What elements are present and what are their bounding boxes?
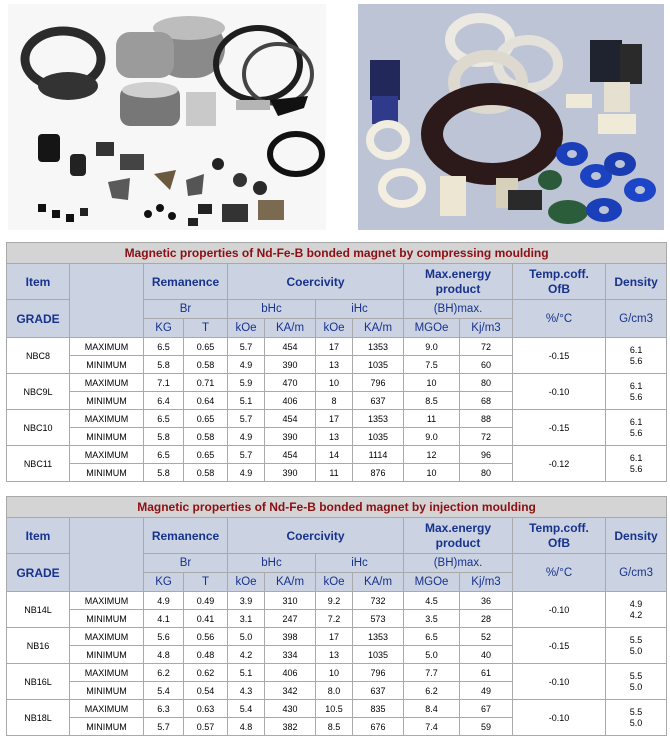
value-cell: 1353 [353,338,404,356]
value-cell: 310 [265,592,316,610]
header-item: Item [7,264,70,300]
unit-kjm3: Kj/m3 [460,573,513,592]
unit-mgoe: MGOe [404,319,460,338]
value-cell: 1035 [353,428,404,446]
header-bhmax: (BH)max. [404,554,513,573]
density-values [606,599,666,621]
header-ihc: iHc [316,300,404,319]
value-cell: 4.9 [228,356,265,374]
header-bhc: bHc [228,554,316,573]
density-values [606,381,666,403]
temp-coeff-cell: -0.10 [513,592,606,628]
density-cell [606,410,667,446]
density-value: 6.1 [629,344,643,355]
value-cell: 1035 [353,356,404,374]
density-value: 4.9 [629,598,643,609]
limit-label-minimum: MINIMUM [70,464,144,482]
value-cell: 68 [460,392,513,410]
header-temp-line1: Temp.coff. [529,266,589,281]
value-cell: 17 [316,338,353,356]
density-value: 5.0 [629,645,643,656]
grade-cell: NB16L [7,664,70,700]
temp-coeff-cell: -0.10 [513,664,606,700]
header-ihc: iHc [316,554,404,573]
value-cell: 406 [265,664,316,682]
value-cell: 7.2 [316,610,353,628]
value-cell: 7.7 [404,664,460,682]
header-gcm3: G/cm3 [606,300,667,338]
value-cell: 7.1 [144,374,184,392]
table-title: Magnetic properties of Nd-Fe-B bonded magnet by compressing moulding [7,243,667,264]
value-cell: 637 [353,682,404,700]
density-cell [606,592,667,628]
value-cell: 96 [460,446,513,464]
table-row [7,664,667,682]
value-cell: 390 [265,428,316,446]
value-cell: 59 [460,718,513,736]
inject-body [7,592,667,736]
value-cell: 5.0 [404,646,460,664]
temp-coeff-cell: -0.15 [513,410,606,446]
value-cell: 835 [353,700,404,718]
value-cell: 11 [316,464,353,482]
value-cell: 398 [265,628,316,646]
temp-coeff-cell: -0.15 [513,338,606,374]
density-value: 5.6 [629,463,643,474]
density-values [606,707,666,729]
value-cell: 0.71 [184,374,228,392]
density-values [606,453,666,475]
value-cell: 5.7 [228,446,265,464]
value-cell: 13 [316,428,353,446]
value-cell: 10.5 [316,700,353,718]
value-cell: 0.63 [184,700,228,718]
header-bhmax: (BH)max. [404,300,513,319]
header-grade: GRADE [7,300,70,338]
header-br: Br [144,300,228,319]
value-cell: 6.5 [144,338,184,356]
value-cell: 0.48 [184,646,228,664]
value-cell: 0.58 [184,428,228,446]
table-row [7,700,667,718]
density-value: 5.5 [629,634,643,645]
limit-label-minimum: MINIMUM [70,682,144,700]
header-temp-line1: Temp.coff. [529,520,589,535]
value-cell: 10 [404,374,460,392]
density-value: 5.5 [629,706,643,717]
header-temp-line2: OfB [548,535,570,550]
header-pct: %/°C [513,554,606,592]
value-cell: 3.5 [404,610,460,628]
header-pct: %/°C [513,300,606,338]
value-cell: 0.62 [184,664,228,682]
value-cell: 9.0 [404,338,460,356]
value-cell: 5.7 [228,338,265,356]
value-cell: 17 [316,628,353,646]
header-blank [70,518,144,592]
value-cell: 10 [316,374,353,392]
value-cell: 60 [460,356,513,374]
value-cell: 1114 [353,446,404,464]
table-row [7,374,667,392]
value-cell: 732 [353,592,404,610]
value-cell: 5.1 [228,392,265,410]
limit-label-maximum: MAXIMUM [70,446,144,464]
grade-cell: NBC11 [7,446,70,482]
value-cell: 5.8 [144,464,184,482]
grade-cell: NBC10 [7,410,70,446]
header-blank [70,264,144,338]
value-cell: 5.1 [228,664,265,682]
value-cell: 88 [460,410,513,428]
unit-kam: KA/m [353,573,404,592]
unit-kjm3: Kj/m3 [460,319,513,338]
temp-coeff-cell: -0.15 [513,628,606,664]
value-cell: 4.9 [228,464,265,482]
value-cell: 6.5 [144,410,184,428]
injection-magnets-illustration [358,4,664,230]
value-cell: 11 [404,410,460,428]
value-cell: 5.7 [144,718,184,736]
value-cell: 0.54 [184,682,228,700]
value-cell: 454 [265,446,316,464]
unit-kg: KG [144,573,184,592]
value-cell: 390 [265,464,316,482]
header-max-energy-line2: product [435,535,481,550]
value-cell: 14 [316,446,353,464]
value-cell: 454 [265,410,316,428]
density-cell [606,664,667,700]
value-cell: 0.41 [184,610,228,628]
value-cell: 6.3 [144,700,184,718]
value-cell: 4.2 [228,646,265,664]
value-cell: 28 [460,610,513,628]
value-cell: 9.2 [316,592,353,610]
header-grade: GRADE [7,554,70,592]
density-cell [606,700,667,736]
compress-body [7,338,667,482]
value-cell: 3.9 [228,592,265,610]
value-cell: 8.5 [316,718,353,736]
density-values [606,635,666,657]
header-max-energy-line1: Max.energy [424,266,492,281]
value-cell: 390 [265,356,316,374]
value-cell: 6.4 [144,392,184,410]
value-cell: 334 [265,646,316,664]
value-cell: 382 [265,718,316,736]
density-value: 5.6 [629,427,643,438]
value-cell: 6.2 [404,682,460,700]
value-cell: 0.65 [184,338,228,356]
value-cell: 1353 [353,628,404,646]
product-photo-compressed-magnets [8,4,326,230]
value-cell: 5.8 [144,428,184,446]
unit-koe: kOe [316,573,353,592]
header-coercivity: Coercivity [228,518,404,554]
value-cell: 13 [316,646,353,664]
value-cell: 8.4 [404,700,460,718]
value-cell: 470 [265,374,316,392]
grade-cell: NBC8 [7,338,70,374]
density-cell [606,628,667,664]
value-cell: 5.7 [228,410,265,428]
value-cell: 0.65 [184,446,228,464]
grade-cell: NB16 [7,628,70,664]
value-cell: 5.4 [228,700,265,718]
product-photo-injection-magnets [358,4,664,230]
limit-label-minimum: MINIMUM [70,356,144,374]
value-cell: 8 [316,392,353,410]
limit-label-maximum: MAXIMUM [70,338,144,356]
value-cell: 454 [265,338,316,356]
header-max-energy [404,518,513,554]
value-cell: 4.9 [144,592,184,610]
header-temp [513,518,606,554]
value-cell: 80 [460,374,513,392]
header-max-energy [404,264,513,300]
compressed-magnets-illustration [8,4,326,230]
value-cell: 40 [460,646,513,664]
temp-coeff-cell: -0.10 [513,700,606,736]
value-cell: 10 [316,664,353,682]
unit-kg: KG [144,319,184,338]
limit-label-maximum: MAXIMUM [70,374,144,392]
value-cell: 5.4 [144,682,184,700]
limit-label-maximum: MAXIMUM [70,592,144,610]
value-cell: 676 [353,718,404,736]
temp-coeff-cell: -0.10 [513,374,606,410]
value-cell: 7.5 [404,356,460,374]
header-max-energy-line1: Max.energy [424,520,492,535]
header-bhc: bHc [228,300,316,319]
value-cell: 8.5 [404,392,460,410]
injection-moulding-table [6,496,667,736]
value-cell: 796 [353,664,404,682]
header-item: Item [7,518,70,554]
table-row [7,410,667,428]
density-value: 5.6 [629,355,643,366]
value-cell: 7.4 [404,718,460,736]
table-row [7,338,667,356]
value-cell: 67 [460,700,513,718]
value-cell: 0.58 [184,356,228,374]
table-row [7,592,667,610]
unit-koe: kOe [228,319,265,338]
unit-kam: KA/m [265,573,316,592]
value-cell: 1353 [353,410,404,428]
value-cell: 430 [265,700,316,718]
value-cell: 6.5 [144,446,184,464]
value-cell: 0.65 [184,410,228,428]
density-cell [606,374,667,410]
value-cell: 4.8 [144,646,184,664]
value-cell: 0.57 [184,718,228,736]
value-cell: 6.5 [404,628,460,646]
value-cell: 61 [460,664,513,682]
value-cell: 0.56 [184,628,228,646]
density-value: 5.0 [629,717,643,728]
unit-koe: kOe [228,573,265,592]
limit-label-minimum: MINIMUM [70,610,144,628]
value-cell: 4.9 [228,428,265,446]
header-temp-line2: OfB [548,281,570,296]
value-cell: 10 [404,464,460,482]
value-cell: 49 [460,682,513,700]
density-value: 6.1 [629,416,643,427]
density-values [606,417,666,439]
limit-label-maximum: MAXIMUM [70,664,144,682]
value-cell: 0.64 [184,392,228,410]
value-cell: 9.0 [404,428,460,446]
value-cell: 876 [353,464,404,482]
limit-label-minimum: MINIMUM [70,392,144,410]
value-cell: 4.3 [228,682,265,700]
value-cell: 5.6 [144,628,184,646]
header-coercivity: Coercivity [228,264,404,300]
compressing-moulding-table [6,242,667,482]
density-values [606,671,666,693]
header-density: Density [606,518,667,554]
value-cell: 72 [460,428,513,446]
unit-mgoe: MGOe [404,573,460,592]
value-cell: 406 [265,392,316,410]
density-value: 5.0 [629,681,643,692]
value-cell: 5.9 [228,374,265,392]
value-cell: 80 [460,464,513,482]
header-remanence: Remanence [144,264,228,300]
value-cell: 342 [265,682,316,700]
limit-label-maximum: MAXIMUM [70,700,144,718]
density-value: 4.2 [629,609,643,620]
density-value: 6.1 [629,452,643,463]
value-cell: 4.8 [228,718,265,736]
limit-label-minimum: MINIMUM [70,646,144,664]
value-cell: 3.1 [228,610,265,628]
value-cell: 5.8 [144,356,184,374]
header-gcm3: G/cm3 [606,554,667,592]
value-cell: 13 [316,356,353,374]
table-title: Magnetic properties of Nd-Fe-B bonded magnet by injection moulding [7,497,667,518]
header-remanence: Remanence [144,518,228,554]
value-cell: 0.49 [184,592,228,610]
header-temp [513,264,606,300]
limit-label-maximum: MAXIMUM [70,628,144,646]
table-row [7,628,667,646]
temp-coeff-cell: -0.12 [513,446,606,482]
density-cell [606,338,667,374]
grade-cell: NBC9L [7,374,70,410]
value-cell: 72 [460,338,513,356]
unit-t: T [184,319,228,338]
value-cell: 573 [353,610,404,628]
value-cell: 5.0 [228,628,265,646]
density-value: 6.1 [629,380,643,391]
table-row [7,446,667,464]
unit-kam: KA/m [265,319,316,338]
value-cell: 12 [404,446,460,464]
value-cell: 8.0 [316,682,353,700]
density-value: 5.5 [629,670,643,681]
limit-label-minimum: MINIMUM [70,428,144,446]
value-cell: 4.5 [404,592,460,610]
value-cell: 36 [460,592,513,610]
unit-kam: KA/m [353,319,404,338]
value-cell: 796 [353,374,404,392]
density-cell [606,446,667,482]
limit-label-minimum: MINIMUM [70,718,144,736]
grade-cell: NB14L [7,592,70,628]
value-cell: 637 [353,392,404,410]
value-cell: 52 [460,628,513,646]
value-cell: 17 [316,410,353,428]
header-max-energy-line2: product [435,281,481,296]
density-value: 5.6 [629,391,643,402]
unit-koe: kOe [316,319,353,338]
value-cell: 6.2 [144,664,184,682]
value-cell: 1035 [353,646,404,664]
value-cell: 247 [265,610,316,628]
header-br: Br [144,554,228,573]
unit-t: T [184,573,228,592]
header-density: Density [606,264,667,300]
value-cell: 4.1 [144,610,184,628]
limit-label-maximum: MAXIMUM [70,410,144,428]
grade-cell: NB18L [7,700,70,736]
density-values [606,345,666,367]
value-cell: 0.58 [184,464,228,482]
